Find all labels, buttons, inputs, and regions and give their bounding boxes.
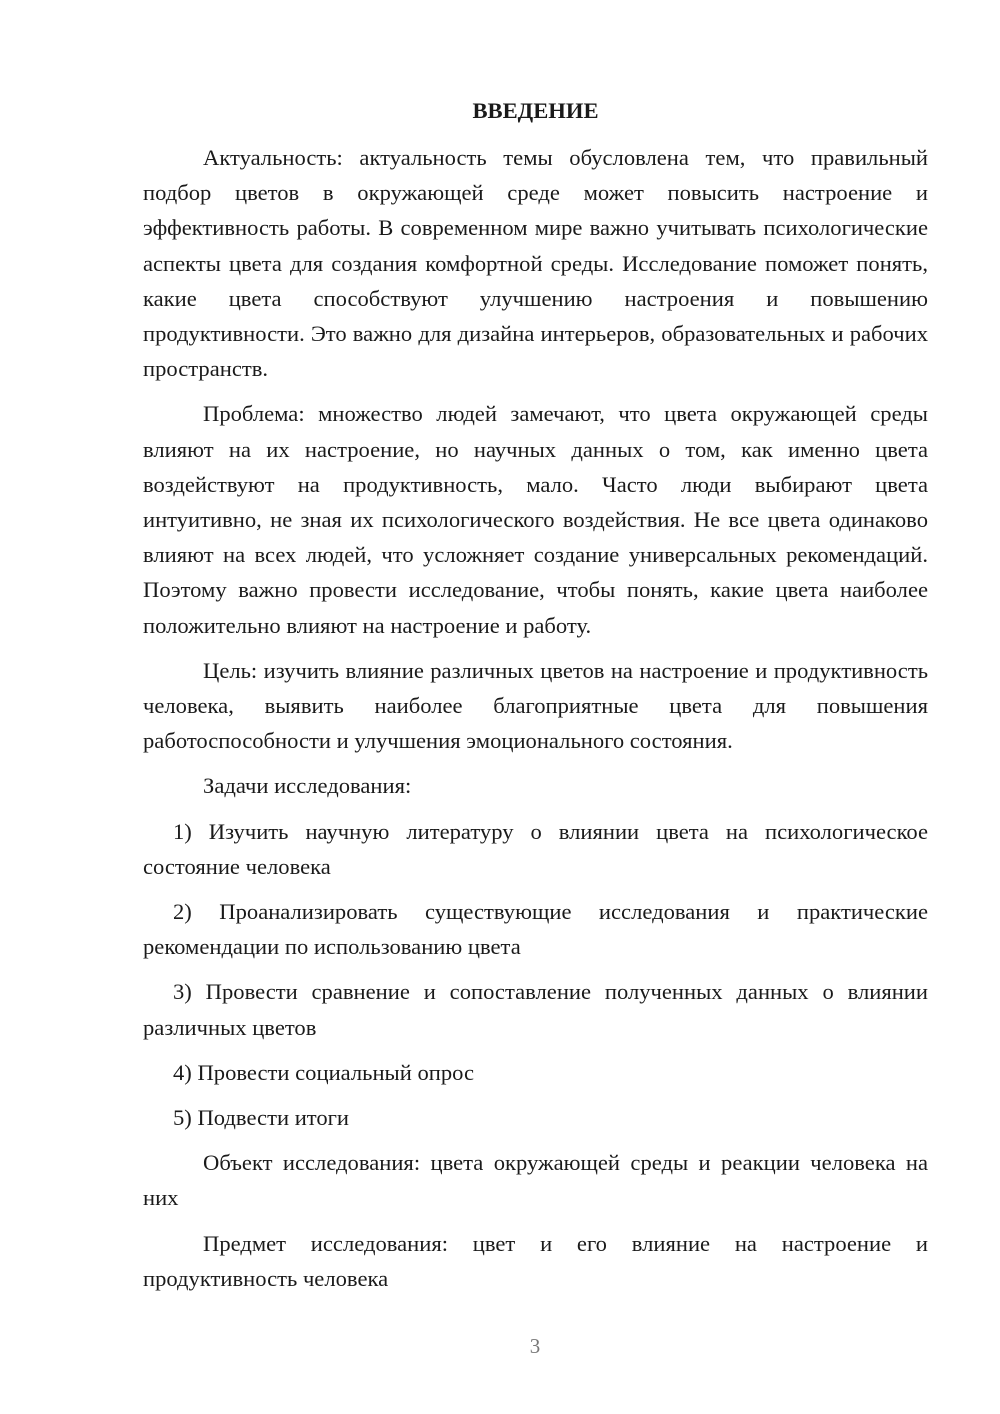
- paragraph-subject: Предмет исследования: цвет и его влияние на настроение и продуктивность человека: [143, 1230, 928, 1291]
- list-item: 5) Подвести итоги: [173, 1105, 350, 1131]
- paragraph-relevance: Актуальность: актуальность темы обусловлена тем, что правильный подбор цветов в окружающей среде может повысить настроение и эффективность работы. В современном мире важно учитывать психологические аспекты цвета для создания комфортной среды. Исследование поможет понять, какие цвета способствуют улучшению настроения и повышению продуктивности. Это важно для дизайна интерьеров, образовательных и рабочих пространств.: [143, 145, 928, 382]
- paragraph-goal: Цель: изучить влияние различных цветов на настроение и продуктивность человека, выявить наиболее благоприятные цвета для повышения работоспособности и улучшения эмоционального состояния.: [143, 657, 928, 754]
- list-item: 3) Провести сравнение и сопоставление полученных данных о влиянии различных цветов: [143, 979, 928, 1040]
- list-item: 2) Проанализировать существующие исследования и практические рекомендации по использованию цвета: [143, 899, 928, 960]
- page-content: [143, 96, 928, 1306]
- page-number: 3: [529, 1334, 541, 1358]
- page-title: ВВЕДЕНИЕ: [472, 98, 599, 123]
- paragraph-object: Объект исследования: цвета окружающей среды и реакции человека на них: [143, 1150, 928, 1211]
- list-item: 1) Изучить научную литературу о влиянии цвета на психологическое состояние человека: [143, 818, 928, 879]
- tasks-heading: Задачи исследования:: [203, 773, 412, 799]
- paragraph-problem: Проблема: множество людей замечают, что цвета окружающей среды влияют на их настроение, но научных данных о том, как именно цвета воздействуют на продуктивность, мало. Часто люди выбирают цвета интуитивно, не зная их психологического воздействия. Не все цвета одинаково влияют на всех людей, что усложняет создание универсальных рекомендаций. Поэтому важно провести исследование, чтобы понять, какие цвета наиболее положительно влияют на настроение и работу.: [143, 401, 928, 638]
- tasks-list: [143, 814, 928, 1136]
- list-item: 4) Провести социальный опрос: [173, 1059, 475, 1085]
